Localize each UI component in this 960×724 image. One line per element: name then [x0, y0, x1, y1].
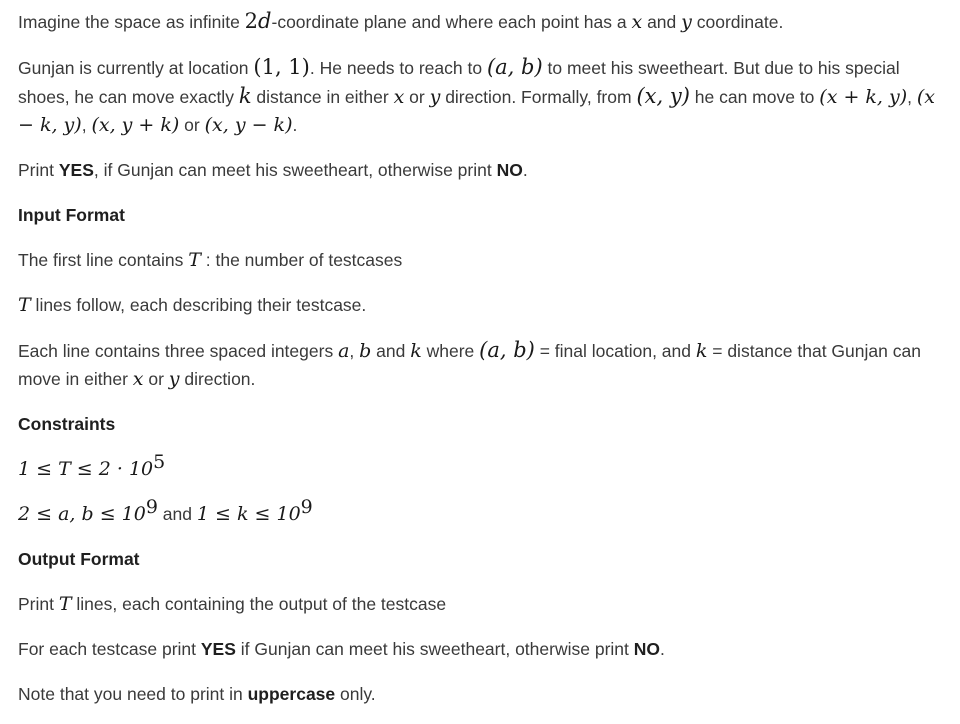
text: . [660, 639, 665, 659]
math-x: x [132, 368, 144, 390]
math-start-location: (1, 1) [253, 55, 310, 79]
text: -coordinate plane and where each point has a [271, 12, 632, 32]
intro-paragraph [18, 7, 942, 36]
text: direction. Formally, from [440, 87, 637, 107]
math-exponent: 9 [300, 496, 313, 519]
text: Print [18, 594, 59, 614]
text: , [81, 115, 92, 135]
math-k: k [695, 340, 708, 362]
text: if Gunjan can meet his sweetheart, otherwise print [235, 639, 634, 659]
math-k: k [410, 340, 422, 362]
input-line-2 [18, 291, 942, 319]
print-paragraph [18, 156, 942, 184]
math-constraint-k: 1 ≤ k ≤ 10 [196, 503, 301, 525]
math-T: T [188, 249, 201, 271]
text: direction. [179, 369, 256, 389]
text: The first line contains [18, 250, 189, 270]
no-bold: NO [633, 639, 660, 659]
math-move-2: (x − k, y) [18, 86, 936, 136]
math-x: x [393, 86, 405, 108]
math-b: b [359, 340, 372, 362]
text: only. [335, 684, 376, 704]
text: and [371, 341, 411, 361]
text: . [522, 160, 528, 180]
text: Print [18, 160, 59, 180]
input-format-heading: Input Format [18, 205, 125, 225]
text: , [349, 341, 360, 361]
text: Each line contains three spaced integers [18, 341, 339, 361]
yes-bold: YES [200, 639, 236, 659]
math-exponent: 5 [153, 451, 166, 474]
math-ab: (a, b) [479, 338, 535, 362]
math-T: T [58, 593, 72, 615]
text: or [143, 369, 169, 389]
movement-paragraph [18, 53, 942, 139]
math-constraint-ab: 2 ≤ a, b ≤ 10 [18, 503, 146, 525]
text: Note that you need to print in [18, 684, 248, 704]
no-bold: NO [496, 160, 523, 180]
math-x: x [631, 11, 643, 33]
text: For each testcase print [18, 639, 201, 659]
text: and [157, 504, 197, 524]
math-y: y [681, 11, 692, 33]
text: = distance that Gunjan can move in either [18, 341, 921, 389]
text: he can move to [689, 87, 820, 107]
math-T: T [18, 294, 31, 316]
text: = final location, and [534, 341, 696, 361]
input-line-1 [18, 246, 942, 274]
text: : the number of testcases [200, 250, 403, 270]
math-y: y [429, 86, 441, 108]
text: lines follow, each describing their testcase. [30, 295, 367, 315]
output-line-2 [18, 635, 942, 663]
math-move-4: (x, y − k) [204, 114, 293, 136]
text: Imagine the space as infinite [18, 12, 245, 32]
text: , [907, 87, 917, 107]
text: . [292, 115, 298, 135]
math-move-3: (x, y + k) [91, 114, 180, 136]
constraints-heading: Constraints [18, 414, 116, 434]
text: or [179, 115, 205, 135]
text: coordinate. [691, 12, 784, 32]
math-exponent: 9 [145, 496, 158, 519]
math-y: y [168, 368, 180, 390]
output-format-heading: Output Format [18, 549, 140, 569]
text: . He needs to reach to [309, 58, 487, 78]
text: to meet his sweetheart. But due to his special shoes, he can move exactly [18, 58, 900, 107]
input-line-3 [18, 336, 942, 393]
math-xy: (x, y) [636, 84, 690, 108]
text: Gunjan is currently at location [18, 58, 254, 78]
text: where [421, 341, 480, 361]
math-a: a [338, 340, 350, 362]
text: or [404, 87, 430, 107]
math-2d: 2d [244, 9, 272, 33]
output-line-1 [18, 590, 942, 618]
text: and [642, 12, 682, 32]
constraint-1 [18, 451, 942, 483]
constraint-2 [18, 496, 942, 528]
math-target-location: (a, b) [486, 55, 543, 79]
math-move-1: (x + k, y) [819, 86, 908, 108]
note-line [18, 680, 942, 708]
text: lines, each containing the output of the testcase [71, 594, 447, 614]
math-constraint-T: 1 ≤ T ≤ 2 · 10 [18, 458, 154, 480]
math-k: k [238, 84, 252, 108]
yes-bold: YES [58, 160, 94, 180]
uppercase-bold: uppercase [247, 684, 336, 704]
text: , if Gunjan can meet his sweetheart, otherwise print [93, 160, 497, 180]
math-d: d [258, 9, 272, 33]
text: distance in either [251, 87, 394, 107]
